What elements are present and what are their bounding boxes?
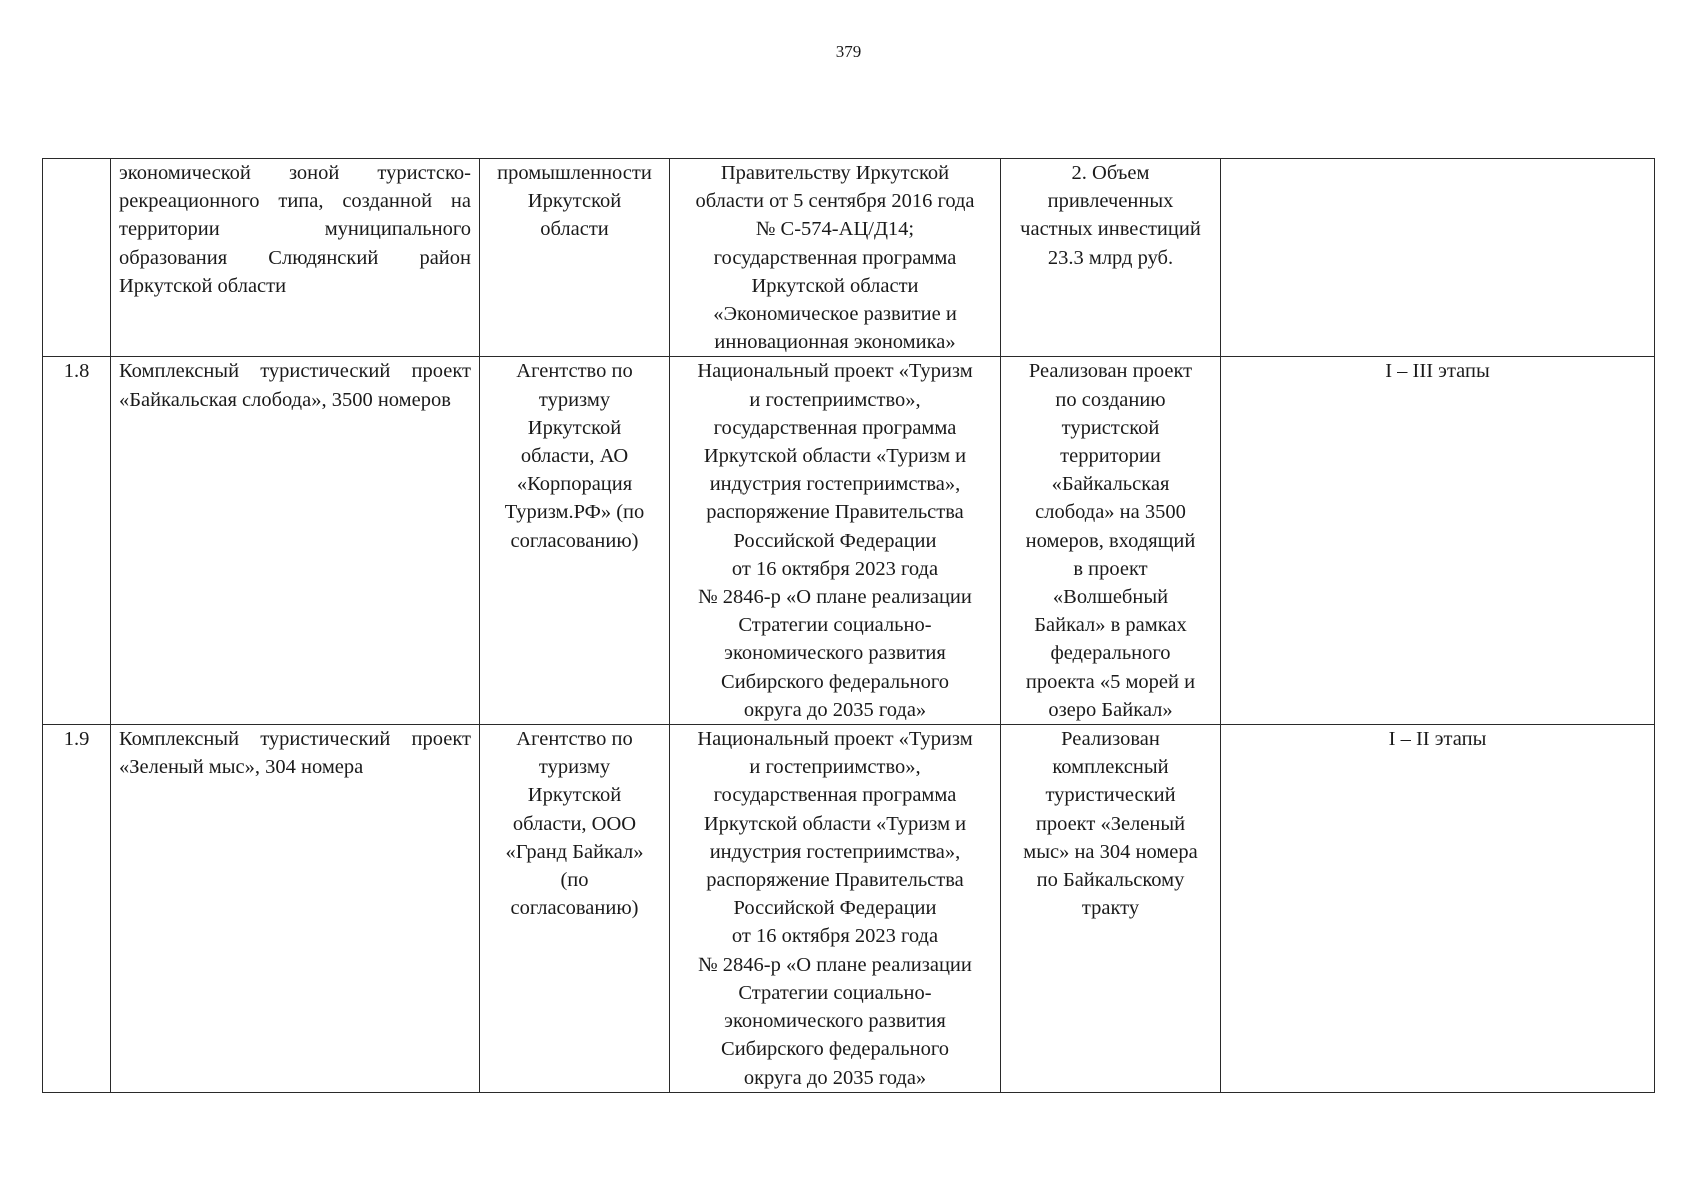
result-cell: Реализован проект по созданию туристской территории «Байкальская слобода» на 3500 номеров, входящий в проект «Волшебный Байкал» в рамках федерального проекта «5 морей и озеро Байкал»: [1001, 357, 1221, 725]
executor-cell: промышленности Иркутской области: [480, 159, 670, 357]
basis-cell: Национальный проект «Туризм и гостеприимство», государственная программа Иркутской области «Туризм и индустрия гостеприимства», распоряжение Правительства Российской Федерации от 16 октября 2023 года № 2846-р «О плане реализации Стратегии социально- экономического развития Сибирского федерального округа до 2035 года»: [670, 357, 1001, 725]
result-cell: Реализован комплексный туристический проект «Зеленый мыс» на 304 номера по Байкальскому тракту: [1001, 725, 1221, 1093]
stage-cell: I – III этапы: [1221, 357, 1655, 725]
table-row: [43, 357, 1655, 725]
table-row: [43, 725, 1655, 1093]
row-number: 1.8: [43, 357, 111, 725]
row-number: 1.9: [43, 725, 111, 1093]
measure-name: Комплексный туристический проект «Зеленый мыс», 304 номера: [111, 725, 480, 1093]
stage-cell: [1221, 159, 1655, 357]
executor-cell: Агентство по туризму Иркутской области, ООО «Гранд Байкал» (по согласованию): [480, 725, 670, 1093]
executor-cell: Агентство по туризму Иркутской области, АО «Корпорация Туризм.РФ» (по согласованию): [480, 357, 670, 725]
measure-name: экономической зоной туристско-рекреационного типа, созданной на территории муниципального образования Слюдянский район Иркутской области: [111, 159, 480, 357]
result-cell: 2. Объем привлеченных частных инвестиций 23.3 млрд руб.: [1001, 159, 1221, 357]
measure-name: Комплексный туристический проект «Байкальская слобода», 3500 номеров: [111, 357, 480, 725]
page-number: 379: [835, 42, 862, 61]
stage-cell: I – II этапы: [1221, 725, 1655, 1093]
basis-cell: Национальный проект «Туризм и гостеприимство», государственная программа Иркутской области «Туризм и индустрия гостеприимства», распоряжение Правительства Российской Федерации от 16 октября 2023 года № 2846-р «О плане реализации Стратегии социально- экономического развития Сибирского федерального округа до 2035 года»: [670, 725, 1001, 1093]
row-number: [43, 159, 111, 357]
measures-table: [42, 158, 1655, 1093]
table-row: [43, 159, 1655, 357]
basis-cell: Правительству Иркутской области от 5 сентября 2016 года № С-574-АЦ/Д14; государственная программа Иркутской области «Экономическое развитие и инновационная экономика»: [670, 159, 1001, 357]
